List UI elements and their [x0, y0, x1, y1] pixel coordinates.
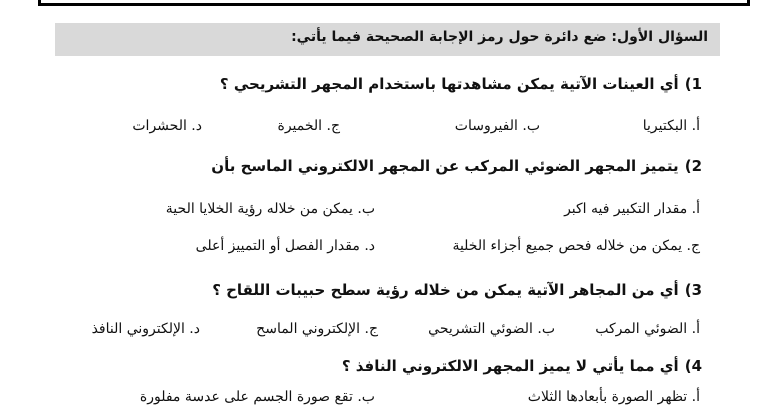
option-c: ج. يمكن من خلاله فحص جميع أجزاء الخلية — [452, 238, 700, 254]
question-text: أي من المجاهر الآتية يمكن من خلاله رؤية سطح حبيبات اللقاح ؟ — [212, 281, 679, 299]
option-a: أ. تظهر الصورة بأبعادها الثلاث — [527, 389, 700, 405]
option-d: د. الحشرات — [132, 118, 202, 134]
question-number: 1) — [684, 75, 702, 93]
question-number: 3) — [684, 281, 702, 299]
page-top-frame — [38, 0, 750, 6]
option-d: د. مقدار الفصل أو التمييز أعلى — [195, 238, 375, 254]
question-text: أي العينات الآتية يمكن مشاهدتها باستخدام المجهر التشريحي ؟ — [219, 75, 679, 93]
option-c: ج. الإلكتروني الماسح — [256, 321, 378, 337]
option-b: ب. الضوئي التشريحي — [428, 321, 555, 337]
option-b: ب. الفيروسات — [454, 118, 540, 134]
question-2 — [211, 157, 702, 175]
option-a: أ. مقدار التكبير فيه اكبر — [564, 201, 700, 217]
question-1 — [220, 75, 702, 93]
option-d: د. الإلكتروني النافذ — [91, 321, 200, 337]
question-text: أي مما يأتي لا يميز المجهر الالكتروني النافذ ؟ — [341, 357, 679, 375]
question-text: يتميز المجهر الضوئي المركب عن المجهر الالكتروني الماسح بأن — [211, 157, 679, 175]
option-c: ج. الخميرة — [277, 118, 340, 134]
section-title: السؤال الأول: ضع دائرة حول رمز الإجابة الصحيحة فيما يأتي: — [291, 29, 708, 45]
option-a: أ. الضوئي المركب — [595, 321, 700, 337]
question-number: 4) — [684, 357, 702, 375]
question-4 — [342, 357, 702, 375]
question-number: 2) — [684, 157, 702, 175]
option-a: أ. البكتيريا — [642, 118, 700, 134]
option-b: ب. يمكن من خلاله رؤية الخلايا الحية — [165, 201, 375, 217]
option-b: ب. تقع صورة الجسم على عدسة مفلورة — [139, 389, 375, 405]
question-3 — [212, 281, 702, 299]
